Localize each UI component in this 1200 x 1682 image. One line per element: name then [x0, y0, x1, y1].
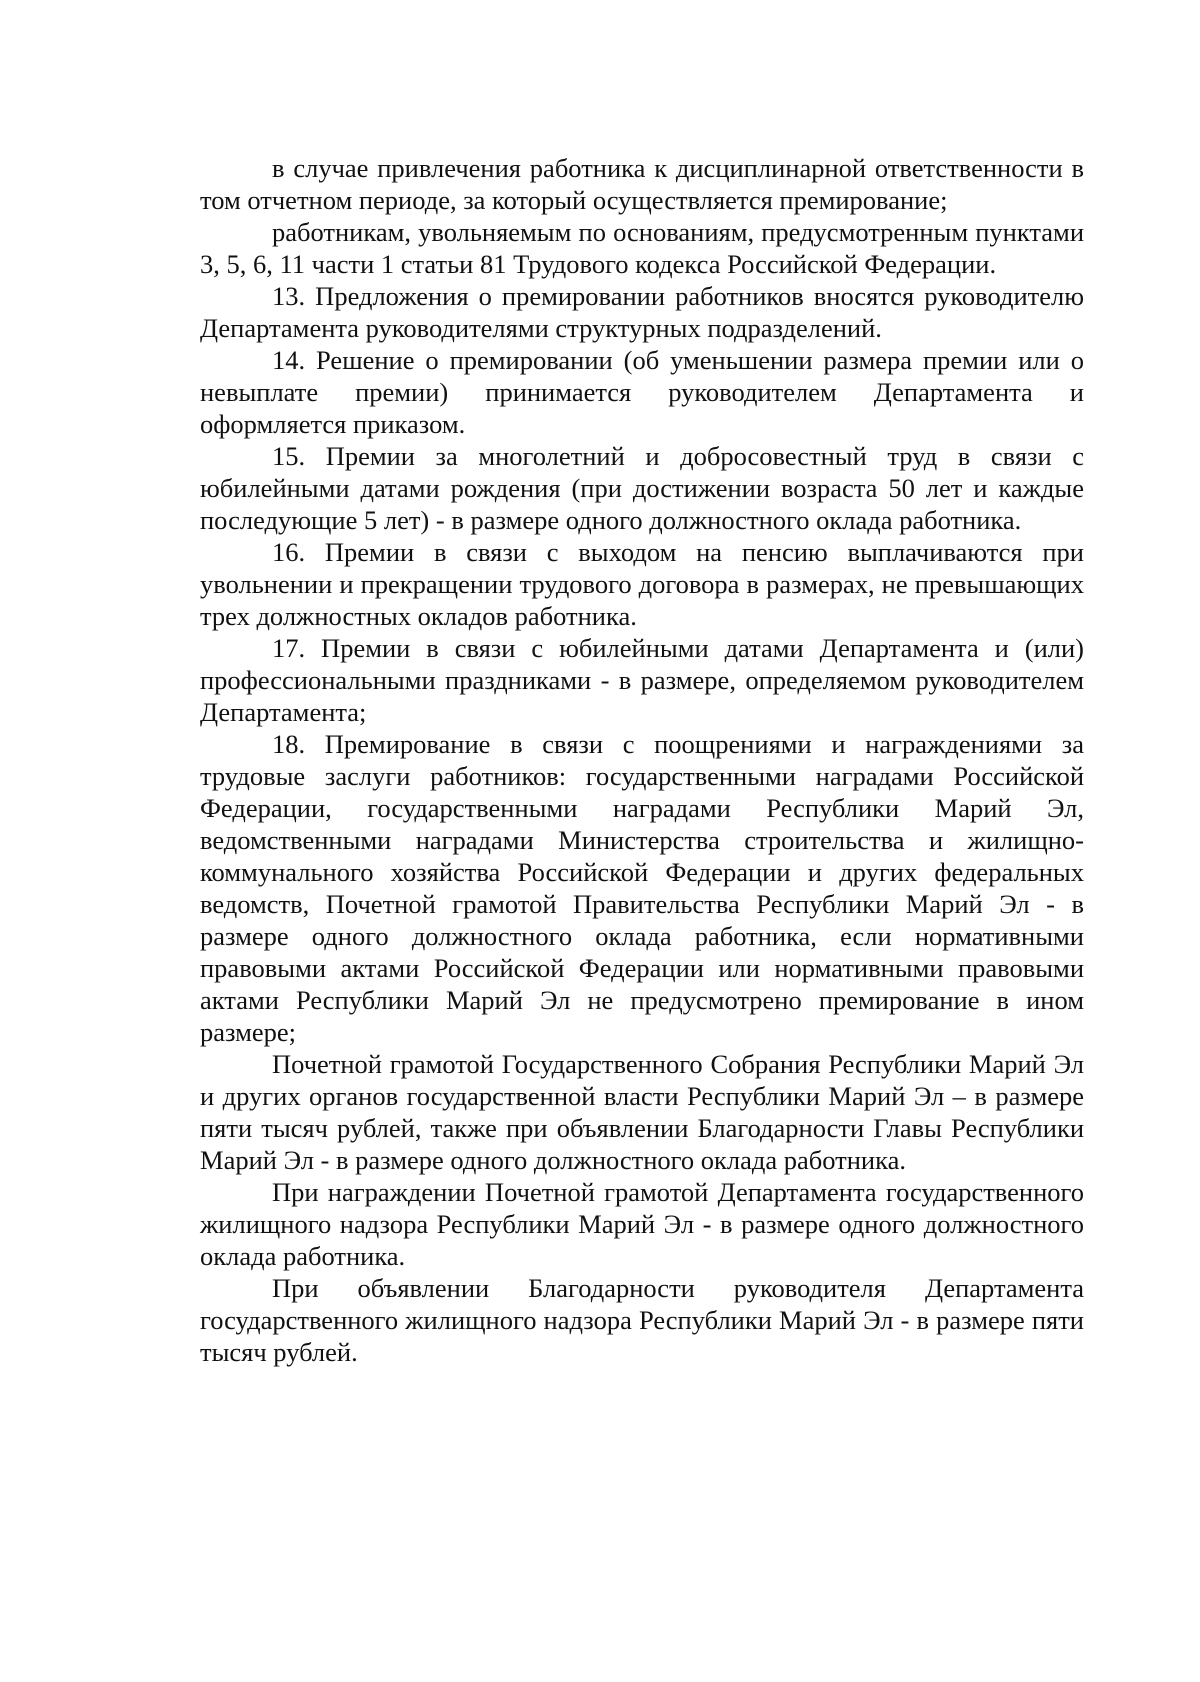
paragraph-department-diploma: При награждении Почетной грамотой Департамента государственного жилищного надзора Республики Марий Эл - в размере одного должностного оклада работника. — [200, 1177, 1084, 1271]
paragraph-item-13: 13. Предложения о премировании работников вносятся руководителю Департамента руководителями структурных подразделений. — [200, 281, 1084, 343]
paragraph-item-18: 18. Премирование в связи с поощрениями и награждениями за трудовые заслуги работников: государственными наградами Российской Федерации, государственными наградами Республики Марий Эл, ведомственными наградами Министерства строительства и жилищно-коммунального хозяйства Российской Федерации и других федеральных ведомств, Почетной грамотой Правительства Республики Марий Эл - в размере одного должностного оклада работника, если нормативными правовыми актами Российской Федерации или нормативными правовыми актами Республики Марий Эл не предусмотрено премирование в ином размере; — [200, 729, 1084, 1047]
paragraph-item-17: 17. Премии в связи с юбилейными датами Департамента и (или) профессиональными праздниками - в размере, определяемом руководителем Департамента; — [200, 633, 1084, 727]
paragraph-disciplinary: в случае привлечения работника к дисциплинарной ответственности в том отчетном периоде, за который осуществляется премирование; — [200, 153, 1084, 215]
paragraph-dismissed-employees: работникам, увольняемым по основаниям, предусмотренным пунктами 3, 5, 6, 11 части 1 статьи 81 Трудового кодекса Российской Федерации. — [200, 217, 1084, 279]
paragraph-item-16: 16. Премии в связи с выходом на пенсию выплачиваются при увольнении и прекращении трудового договора в размерах, не превышающих трех должностных окладов работника. — [200, 537, 1084, 631]
paragraph-department-gratitude: При объявлении Благодарности руководителя Департамента государственного жилищного надзора Республики Марий Эл - в размере пяти тысяч рублей. — [200, 1273, 1084, 1367]
paragraph-item-15: 15. Премии за многолетний и добросовестный труд в связи с юбилейными датами рождения (при достижении возраста 50 лет и каждые последующие 5 лет) - в размере одного должностного оклада работника. — [200, 441, 1084, 535]
document-page — [200, 152, 1084, 1368]
paragraph-item-14: 14. Решение о премировании (об уменьшении размера премии или о невыплате премии) принимается руководителем Департамента и оформляется приказом. — [200, 345, 1084, 439]
paragraph-state-assembly-award: Почетной грамотой Государственного Собрания Республики Марий Эл и других органов государственной власти Республики Марий Эл – в размере пяти тысяч рублей, также при объявлении Благодарности Главы Республики Марий Эл - в размере одного должностного оклада работника. — [200, 1049, 1084, 1175]
